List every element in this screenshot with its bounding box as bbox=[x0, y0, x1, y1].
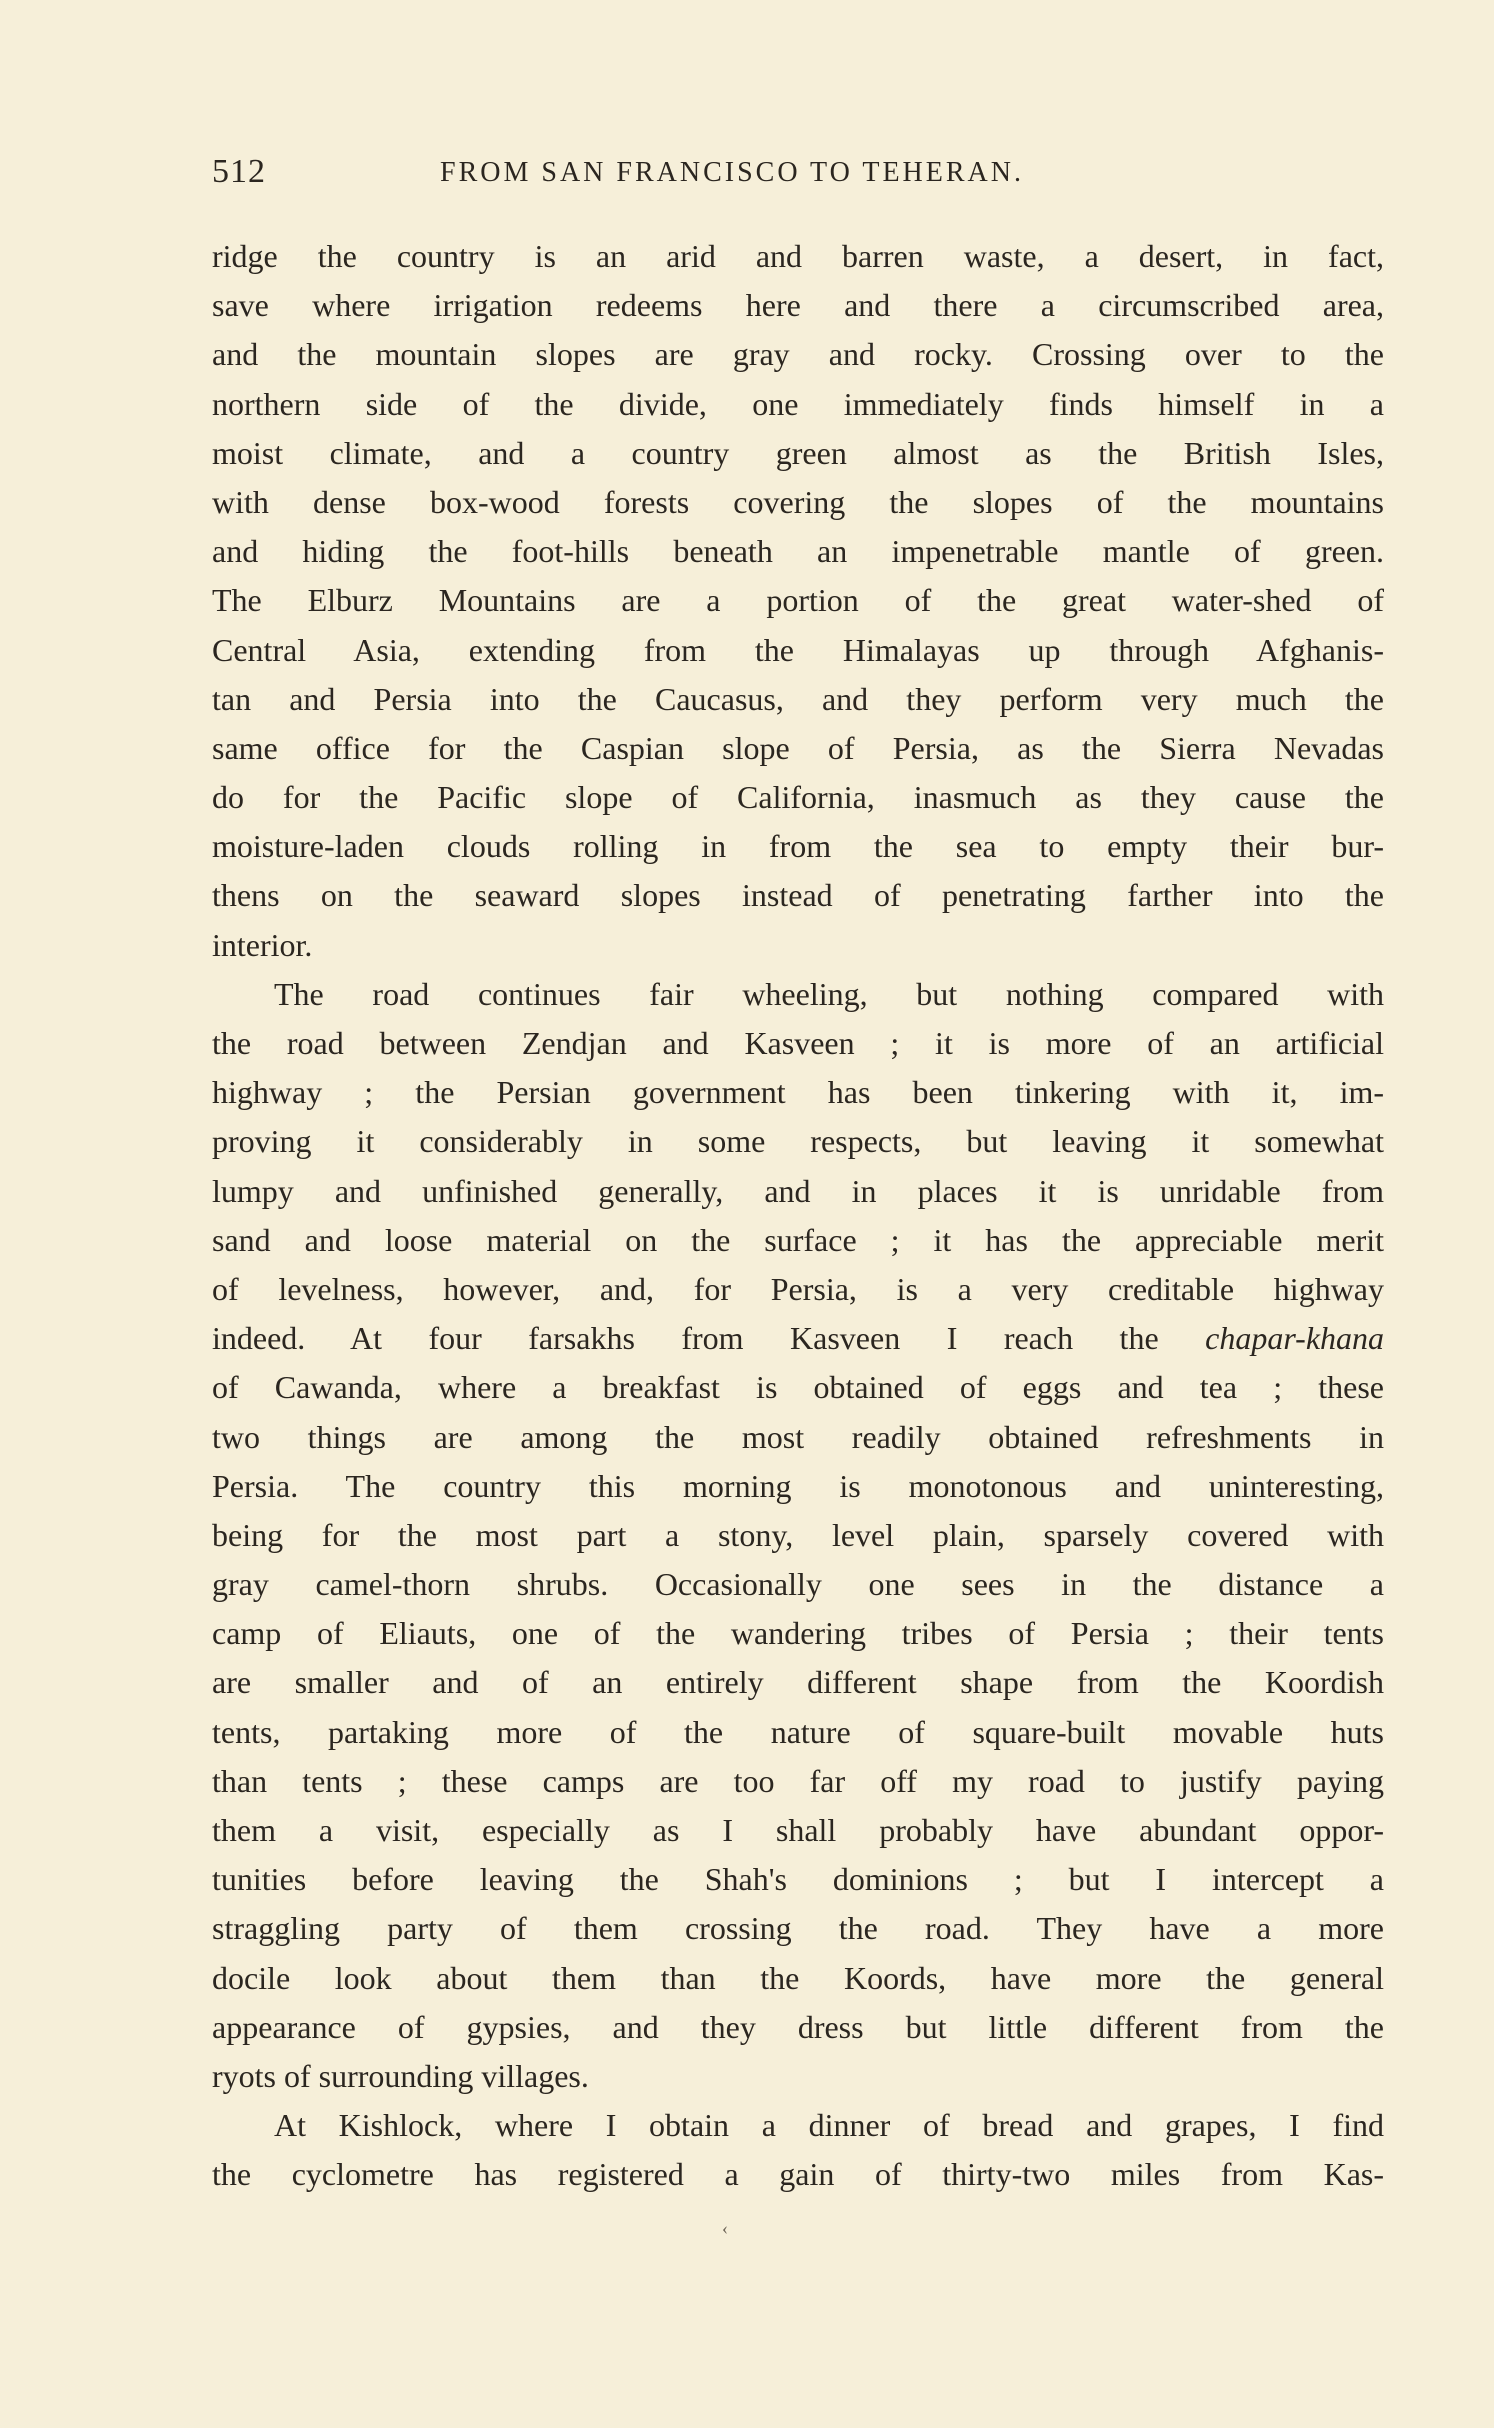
text-line-4: northern side of the divide, one immediately finds himself in a bbox=[212, 385, 1384, 422]
text-line-28: gray camel-thorn shrubs. Occasionally one sees in the distance a bbox=[212, 1566, 1384, 1603]
text-line-40: the cyclometre has registered a gain of thirty-two miles from Kas- bbox=[212, 2156, 1384, 2193]
text-line-38: ryots of surrounding villages. bbox=[212, 2057, 589, 2094]
text-line-22: of levelness, however, and, for Persia, is a very creditable highway bbox=[212, 1270, 1384, 1307]
text-line-16: The road continues fair wheeling, but nothing compared with bbox=[274, 975, 1384, 1012]
text-line-36: docile look about them than the Koords, have more the general bbox=[212, 1959, 1384, 1996]
text-line-25: two things are among the most readily obtained refreshments in bbox=[212, 1418, 1384, 1455]
running-head: FROM SAN FRANCISCO TO TEHERAN. bbox=[440, 157, 1024, 188]
text-line-33: them a visit, especially as I shall probably have abundant oppor- bbox=[212, 1812, 1384, 1848]
text-line-3: and the mountain slopes are gray and rocky. Crossing over to the bbox=[212, 336, 1384, 373]
text-line-19: proving it considerably in some respects, but leaving it somewhat bbox=[212, 1123, 1384, 1160]
text-line-20: lumpy and unfinished generally, and in places it is unridable from bbox=[212, 1172, 1384, 1209]
footer-mark: ‹ bbox=[722, 2218, 728, 2238]
text-line-24: of Cawanda, where a breakfast is obtained of eggs and tea ; these bbox=[212, 1369, 1384, 1406]
text-line-8: The Elburz Mountains are a portion of the great water-shed of bbox=[212, 582, 1384, 619]
page-number: 512 bbox=[212, 153, 266, 190]
page-header bbox=[212, 153, 1384, 201]
text-line-6: with dense box-wood forests covering the slopes of the mountains bbox=[212, 483, 1384, 520]
text-line-35: straggling party of them crossing the road. They have a more bbox=[212, 1910, 1384, 1947]
text-line-17: the road between Zendjan and Kasveen ; it is more of an artificial bbox=[212, 1025, 1384, 1061]
text-line-27: being for the most part a stony, level plain, sparsely covered with bbox=[212, 1516, 1384, 1553]
text-line-34: tunities before leaving the Shah's dominions ; but I intercept a bbox=[212, 1861, 1384, 1898]
text-line-39: At Kishlock, where I obtain a dinner of bread and grapes, I find bbox=[274, 2107, 1384, 2144]
body-text bbox=[212, 232, 1384, 2200]
text-line-11: same office for the Caspian slope of Persia, as the Sierra Nevadas bbox=[212, 729, 1384, 766]
text-line-18: highway ; the Persian government has been tinkering with it, im- bbox=[212, 1074, 1384, 1111]
italic-term: chapar-khana bbox=[1205, 1320, 1384, 1357]
text-line-2: save where irrigation redeems here and there a circumscribed area, bbox=[212, 287, 1384, 324]
text-line-31: tents, partaking more of the nature of square-built movable huts bbox=[212, 1713, 1384, 1750]
text-line-7: and hiding the foot-hills beneath an impenetrable mantle of green. bbox=[212, 533, 1384, 570]
text-line-37: appearance of gypsies, and they dress but little different from the bbox=[212, 2008, 1384, 2045]
text-line-21: sand and loose material on the surface ; it has the appreciable merit bbox=[212, 1221, 1384, 1258]
text-line-29: camp of Eliauts, one of the wandering tribes of Persia ; their tents bbox=[212, 1615, 1384, 1652]
text-line-32: than tents ; these camps are too far off my road to justify paying bbox=[212, 1762, 1384, 1799]
text-line-14: thens on the seaward slopes instead of penetrating farther into the bbox=[212, 877, 1384, 914]
text-line-5: moist climate, and a country green almost as the British Isles, bbox=[212, 434, 1384, 471]
text-line-12: do for the Pacific slope of California, inasmuch as they cause the bbox=[212, 779, 1384, 816]
text-line-26: Persia. The country this morning is monotonous and uninteresting, bbox=[212, 1467, 1384, 1504]
text-line-1: ridge the country is an arid and barren waste, a desert, in fact, bbox=[212, 238, 1384, 274]
text-line-15: interior. bbox=[212, 926, 313, 963]
text-line-9: Central Asia, extending from the Himalayas up through Afghanis- bbox=[212, 631, 1384, 668]
text-line-23: indeed. At four farsakhs from Kasveen I reach the chapar-khana bbox=[212, 1320, 1384, 1357]
text-line-10: tan and Persia into the Caucasus, and they perform very much the bbox=[212, 680, 1384, 717]
text-line-30: are smaller and of an entirely different shape from the Koordish bbox=[212, 1664, 1384, 1701]
text-line-13: moisture-laden clouds rolling in from the sea to empty their bur- bbox=[212, 828, 1384, 865]
